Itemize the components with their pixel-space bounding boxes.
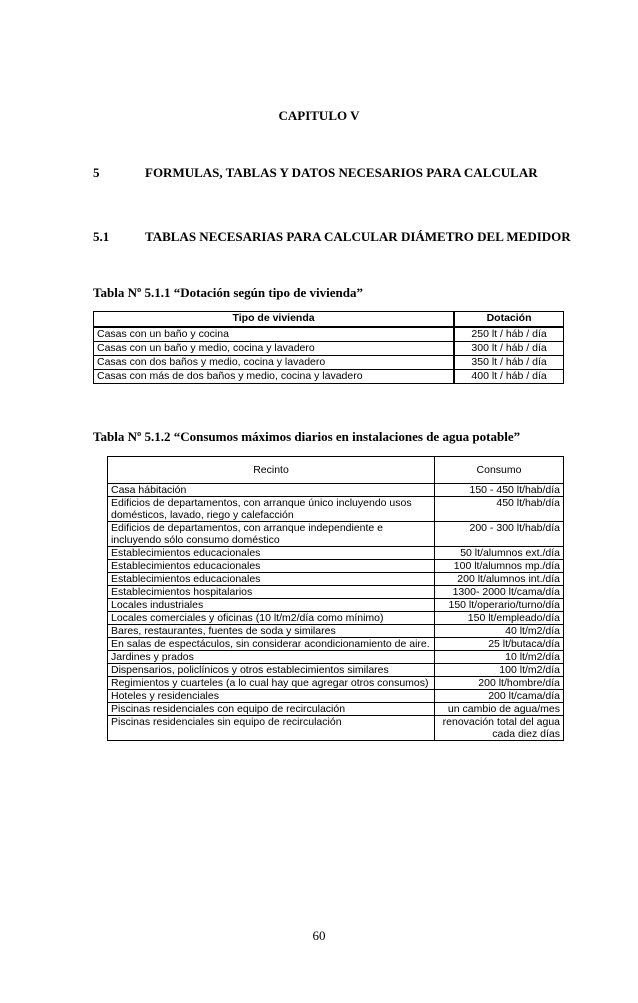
row-value-cell: 40 lt/m2/día <box>435 625 564 638</box>
row-value-cell: 200 - 300 lt/hab/día <box>435 522 564 547</box>
row-label-cell: Establecimientos educacionales <box>108 560 435 573</box>
row-value-cell: 50 lt/alumnos ext./día <box>435 547 564 560</box>
row-value-cell: 300 lt / háb / día <box>454 342 563 356</box>
table-row <box>108 690 564 703</box>
row-label-cell: Hoteles y residenciales <box>108 690 435 703</box>
row-label-cell: Locales comerciales y oficinas (10 lt/m2/día como mínimo) <box>108 612 435 625</box>
table-row <box>108 560 564 573</box>
row-value-cell: 100 lt/m2/día <box>435 664 564 677</box>
row-value-cell: 450 lt/hab/día <box>435 497 564 522</box>
page-number: 60 <box>312 928 326 943</box>
row-label-cell: Edificios de departamentos, con arranque único incluyendo usos domésticos, lavado, riego y calefacción <box>108 497 435 522</box>
row-label-cell: Piscinas residenciales sin equipo de recirculación <box>108 716 435 741</box>
table-row <box>108 703 564 716</box>
chapter-title: CAPITULO V <box>278 108 360 123</box>
table-row <box>108 599 564 612</box>
consumos-table-body <box>108 484 564 741</box>
table-row <box>94 356 564 370</box>
table-row <box>108 677 564 690</box>
row-label-cell: Piscinas residenciales con equipo de recirculación <box>108 703 435 716</box>
row-value-cell: 200 lt/alumnos int./día <box>435 573 564 586</box>
table-row <box>94 370 564 384</box>
subsection-title: TABLAS NECESARIAS PARA CALCULAR DIÁMETRO DEL MEDIDOR <box>145 229 571 244</box>
table-row <box>108 625 564 638</box>
row-value-cell: 200 lt/cama/día <box>435 690 564 703</box>
table-row <box>94 327 564 342</box>
row-value-cell: 400 lt / háb / día <box>454 370 563 384</box>
table-row <box>108 586 564 599</box>
table-header-row <box>108 457 564 484</box>
row-label-cell: Locales industriales <box>108 599 435 612</box>
row-label-cell: Casas con un baño y medio, cocina y lavadero <box>94 342 455 356</box>
column-header: Dotación <box>454 312 563 328</box>
row-label-cell: Casas con un baño y cocina <box>94 327 455 342</box>
consumos-table <box>107 456 564 741</box>
row-label-cell: Bares, restaurantes, fuentes de soda y similares <box>108 625 435 638</box>
table-row <box>108 484 564 497</box>
table-row <box>108 638 564 651</box>
table-header-row <box>94 312 564 328</box>
row-label-cell: Dispensarios, policlínicos y otros establecimientos similares <box>108 664 435 677</box>
row-value-cell: 350 lt / háb / día <box>454 356 563 370</box>
dotacion-table <box>93 311 564 384</box>
table1-caption: Tabla Nº 5.1.1 “Dotación según tipo de vivienda” <box>93 285 363 300</box>
column-header: Consumo <box>435 457 564 484</box>
row-label-cell: Regimientos y cuarteles (a lo cual hay que agregar otros consumos) <box>108 677 435 690</box>
row-value-cell: 100 lt/alumnos mp./día <box>435 560 564 573</box>
subsection-number: 5.1 <box>93 229 110 244</box>
row-value-cell: 150 lt/operario/turno/día <box>435 599 564 612</box>
column-header: Recinto <box>108 457 435 484</box>
table-row <box>108 651 564 664</box>
table2-caption: Tabla Nº 5.1.2 “Consumos máximos diarios en instalaciones de agua potable” <box>93 429 521 444</box>
table-row <box>94 342 564 356</box>
row-value-cell: 25 lt/butaca/día <box>435 638 564 651</box>
row-value-cell: renovación total del agua cada diez días <box>435 716 564 741</box>
row-label-cell: En salas de espectáculos, sin considerar acondicionamiento de aire. <box>108 638 435 651</box>
row-label-cell: Edificios de departamentos, con arranque independiente e incluyendo sólo consumo doméstico <box>108 522 435 547</box>
row-value-cell: 250 lt / háb / día <box>454 327 563 342</box>
table-row <box>108 664 564 677</box>
column-header: Tipo de vivienda <box>94 312 455 328</box>
table-row <box>108 716 564 741</box>
table-row <box>108 573 564 586</box>
section-number: 5 <box>93 165 100 180</box>
table-row <box>108 497 564 522</box>
section-title: FORMULAS, TABLAS Y DATOS NECESARIOS PARA CALCULAR <box>145 165 538 180</box>
row-label-cell: Jardines y prados <box>108 651 435 664</box>
table-row <box>108 522 564 547</box>
row-label-cell: Casas con dos baños y medio, cocina y lavadero <box>94 356 455 370</box>
row-value-cell: 150 lt/empleado/día <box>435 612 564 625</box>
row-label-cell: Establecimientos hospitalarios <box>108 586 435 599</box>
row-value-cell: 1300- 2000 lt/cama/día <box>435 586 564 599</box>
table-row <box>108 547 564 560</box>
row-label-cell: Casas con más de dos baños y medio, cocina y lavadero <box>94 370 455 384</box>
row-value-cell: 10 lt/m2/día <box>435 651 564 664</box>
row-value-cell: un cambio de agua/mes <box>435 703 564 716</box>
table-row <box>108 612 564 625</box>
row-value-cell: 200 lt/hombre/día <box>435 677 564 690</box>
row-label-cell: Establecimientos educacionales <box>108 573 435 586</box>
row-label-cell: Establecimientos educacionales <box>108 547 435 560</box>
row-label-cell: Casa hábitación <box>108 484 435 497</box>
row-value-cell: 150 - 450 lt/hab/día <box>435 484 564 497</box>
dotacion-table-body <box>94 327 564 384</box>
